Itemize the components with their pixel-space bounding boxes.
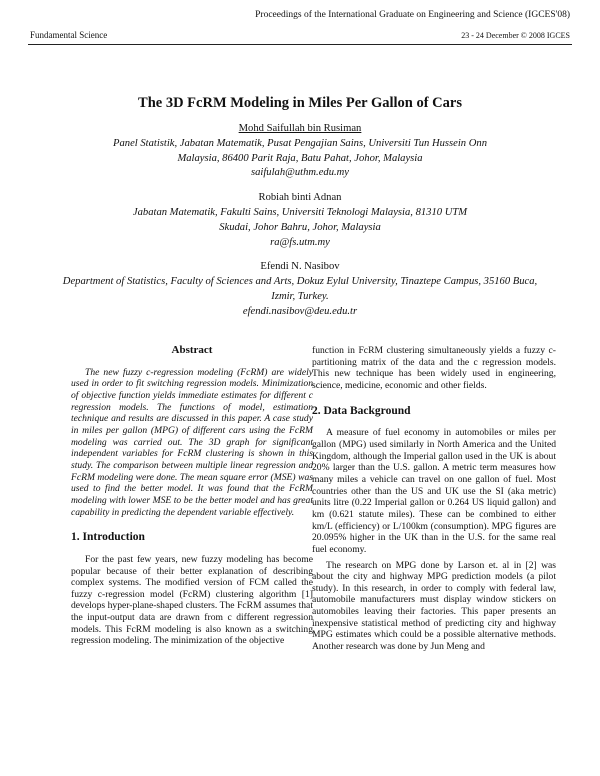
author-affiliation: Department of Statistics, Faculty of Sciences and Arts, Dokuz Eylul University, Tinaztepe Campus, 35160 Buca, Izmir, Turkey. [62,276,538,302]
header-rule [28,44,572,45]
introduction-paragraph-continued: function in FcRM clustering simultaneously yields a fuzzy c-partitioning matrix of the data and the c regression models. This new technique has been widely used in engineering, science, medicine, economic and other fields. [312,345,556,391]
author-name: Mohd Saifullah bin Rusiman [238,123,362,134]
paper-title: The 3D FcRM Modeling in Miles Per Gallon of Cars [138,95,462,111]
author-block [40,122,560,320]
author-name: Efendi N. Nasibov [260,261,340,273]
running-header-left: Fundamental Science [30,30,108,40]
running-header-date: 23 - 24 December © 2008 IGCES [461,31,570,40]
data-background-paragraph: The research on MPG done by Larson et. al in [2] was about the city and highway MPG prediction models (a pilot study). In this research, in order to comply with federal law, automobile manufacturers must display window stickers on automobiles leaving their factories. This paper presents an inexpensive statistical method of predicting city and highway MPG estimates which could be a possible alternative methods. Another research was done by Jun Meng and [312,559,556,653]
left-column [71,345,313,647]
abstract-heading: Abstract [171,344,213,356]
right-column [312,345,556,653]
data-background-paragraph: A measure of fuel economy in automobiles or miles per gallon (MPG) used similarly in North America and the United Kingdom, although the Imperial gallon used in the UK is about 20% larger than the U.S. gallon. A metric term measures how many miles a vehicle can travel on one gallon of fuel. Most countries other than the US and UK use the SI (aka metric) units litre (0.22 Imperial gallon or 0.264 US liquid gallon) and km (0.621 statute miles). These can be combined to either km/L (efficiency) or L/100km (consumption). MPG figures are 20.095% higher in the UK than in the U.S. for the same real fuel economy. [312,427,556,555]
section-heading-data-background: 2. Data Background [312,404,411,417]
author-affiliation: Jabatan Matematik, Fakulti Sains, Universiti Teknologi Malaysia, 81310 UTM Skudai, Johor Bahru, Johor, Malaysia [132,206,468,233]
running-header-proceedings: Proceedings of the International Graduate on Engineering and Science (IGCES'08) [255,10,570,20]
abstract-text: The new fuzzy c-regression modeling (FcRM) are widely used in order to fit switching regression models. Minimization of objective function yields immediate estimates for different c regression models. The functions of model, estimation technique and results are discussed in this paper. A case study in miles per gallon (MPG) of different cars using the FcRM modeling was carried out. The 3D graph for significant independent variables for FcRM clustering is shown in this study. The comparison between multiple linear regression and FcRM modeling were done. The mean square error (MSE) was used to find the better model. It was found that the FcRM modeling with lower MSE to be the better model and has great capability in predicting the dependent variable effectively. [71,366,313,518]
author-name: Robiah binti Adnan [258,192,342,204]
introduction-paragraph: For the past few years, new fuzzy modeling has become popular because of their better explanation of describing complex systems. The modified version of FCM called the fuzzy c-regression model (FcRM) clustering algorithm [1] develops hyper-plane-shaped clusters. The FcRM assumes that the input-output data are drawn from c different regression models. This FcRM modeling is also known as a switching regression modeling. The minimization of the objective [71,553,313,647]
section-heading-introduction: 1. Introduction [71,531,145,544]
author-email: ra@fs.utm.my [270,236,330,248]
author-email: saifulah@uthm.edu.my [250,167,350,179]
author-affiliation: Panel Statistik, Jabatan Matematik, Pusat Pengajian Sains, Universiti Tun Hussein Onn Malaysia, 86400 Parit Raja, Batu Pahat, Johor, Malaysia [113,137,487,164]
author-email: efendi.nasibov@deu.edu.tr [242,305,358,317]
